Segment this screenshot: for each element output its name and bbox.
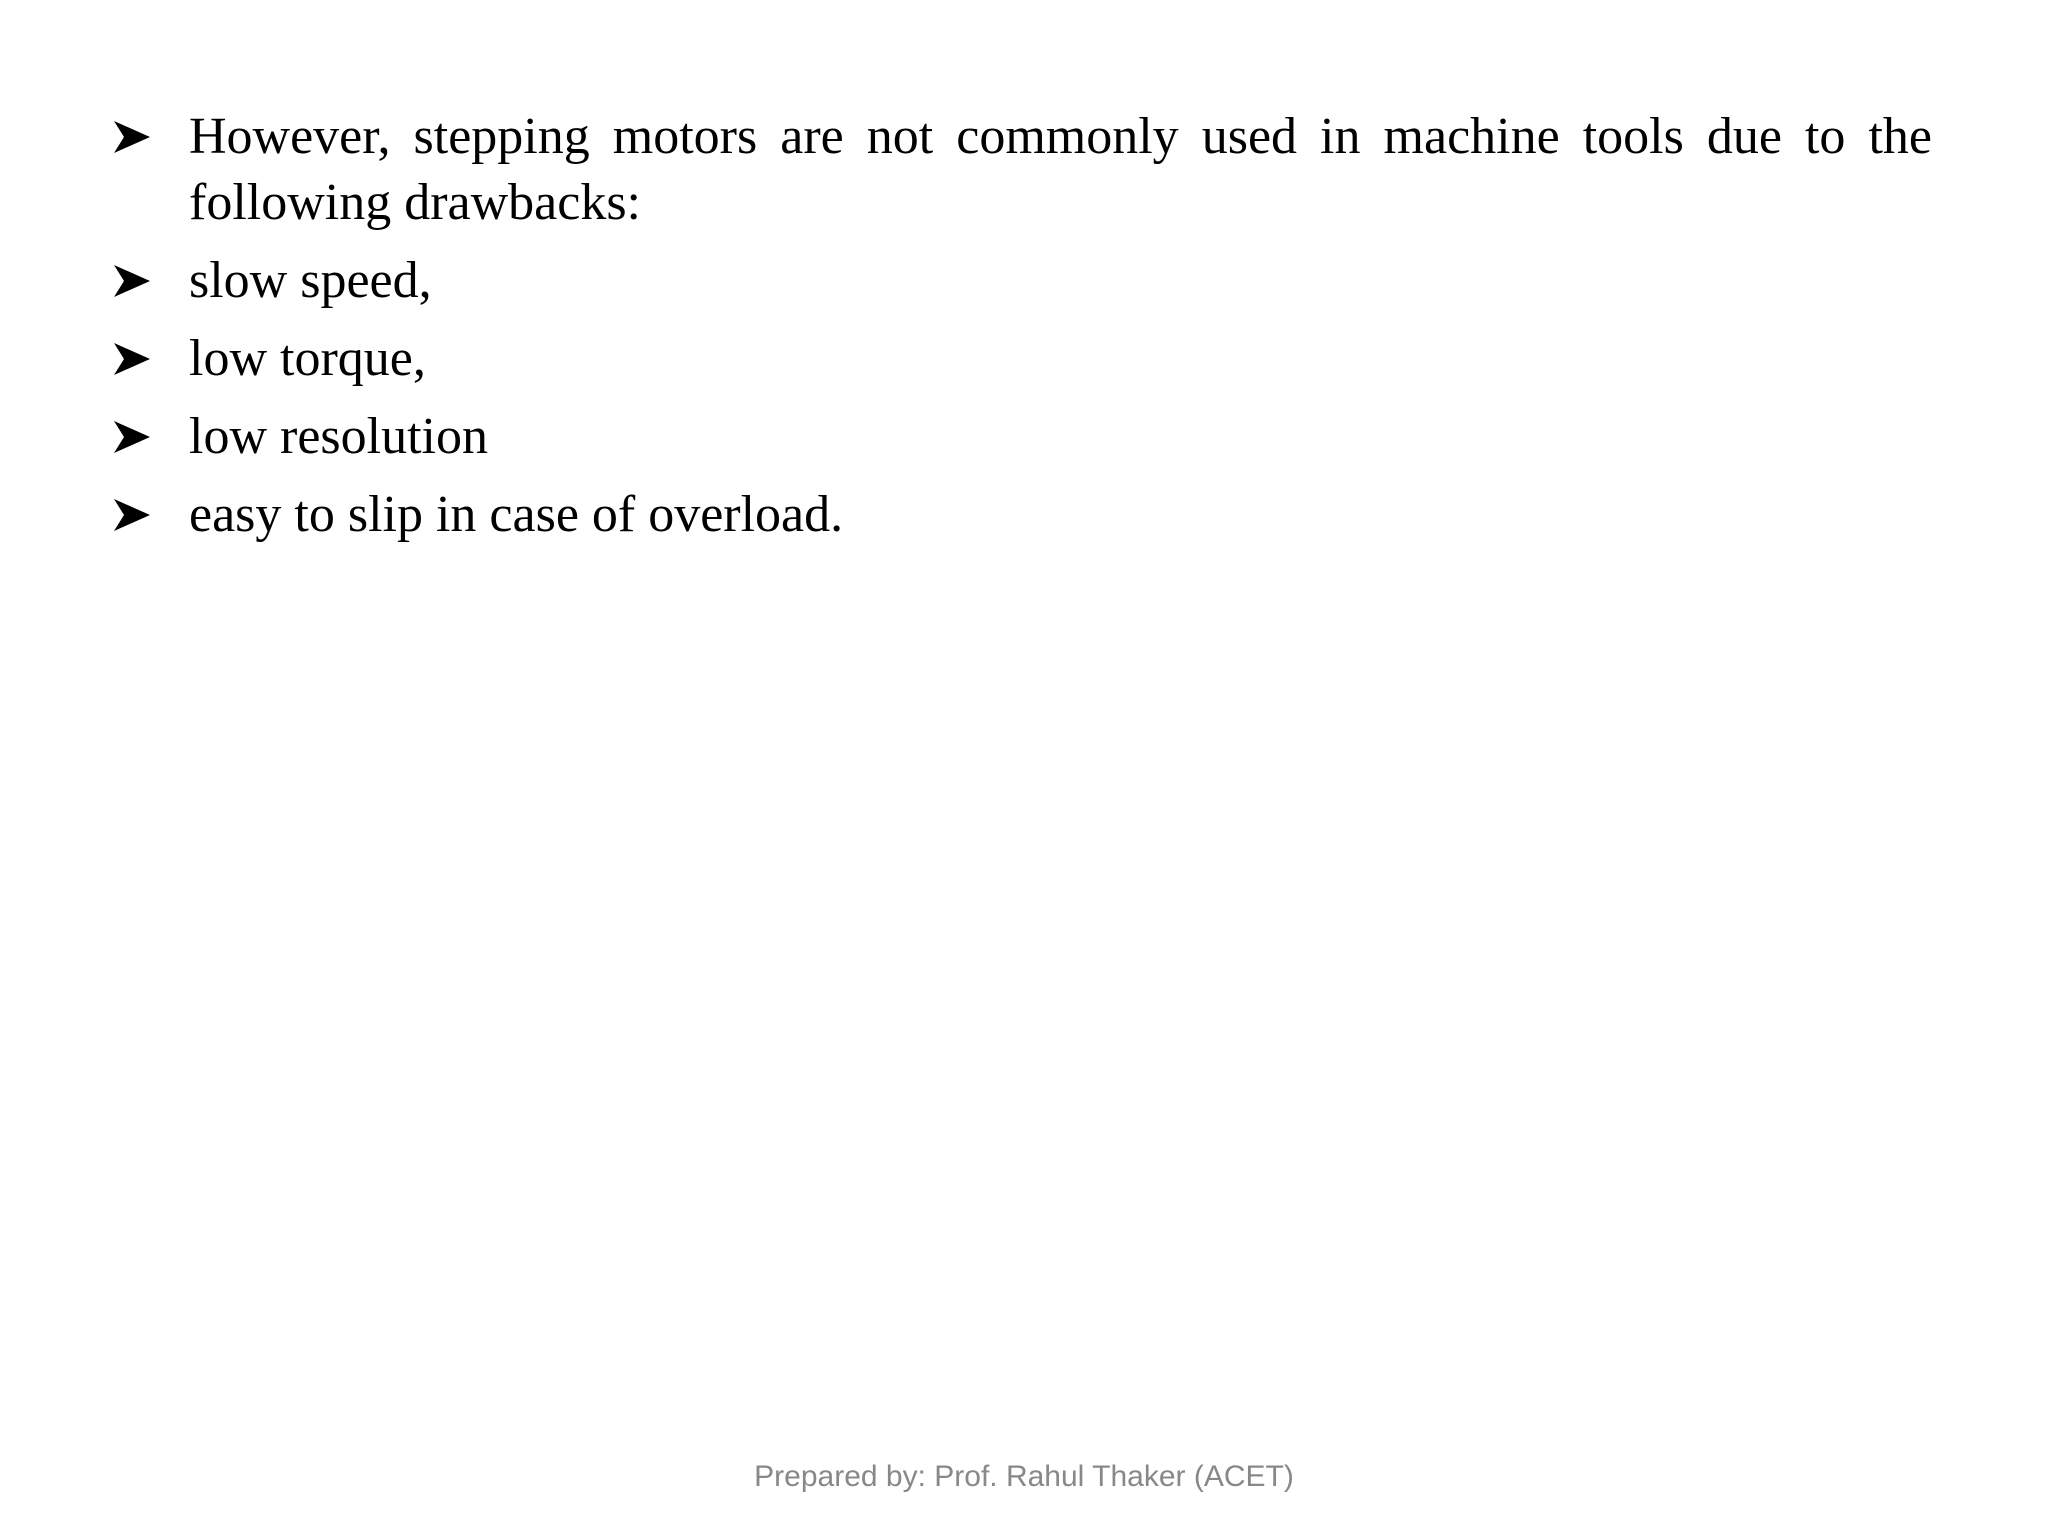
footer-credit: Prepared by: Prof. Rahul Thaker (ACET)	[754, 1460, 1294, 1493]
arrowhead-bullet-icon	[112, 404, 172, 470]
bullet-item	[112, 248, 1932, 314]
bullet-text: slow speed,	[189, 252, 432, 309]
arrowhead-bullet-icon	[112, 104, 172, 170]
bullet-text: easy to slip in case of overload.	[189, 486, 844, 543]
bullet-item	[112, 404, 1932, 470]
bullet-list	[112, 104, 1932, 560]
bullet-text: low resolution	[189, 408, 488, 465]
arrowhead-bullet-icon	[112, 482, 172, 548]
bullet-text: However, stepping motors are not commonly used in machine tools due to the following drawbacks:	[189, 108, 1932, 231]
bullet-item	[112, 482, 1932, 548]
arrowhead-bullet-icon	[112, 326, 172, 392]
bullet-item	[112, 104, 1932, 236]
bullet-item	[112, 326, 1932, 392]
bullet-text: low torque,	[189, 330, 426, 387]
arrowhead-bullet-icon	[112, 248, 172, 314]
